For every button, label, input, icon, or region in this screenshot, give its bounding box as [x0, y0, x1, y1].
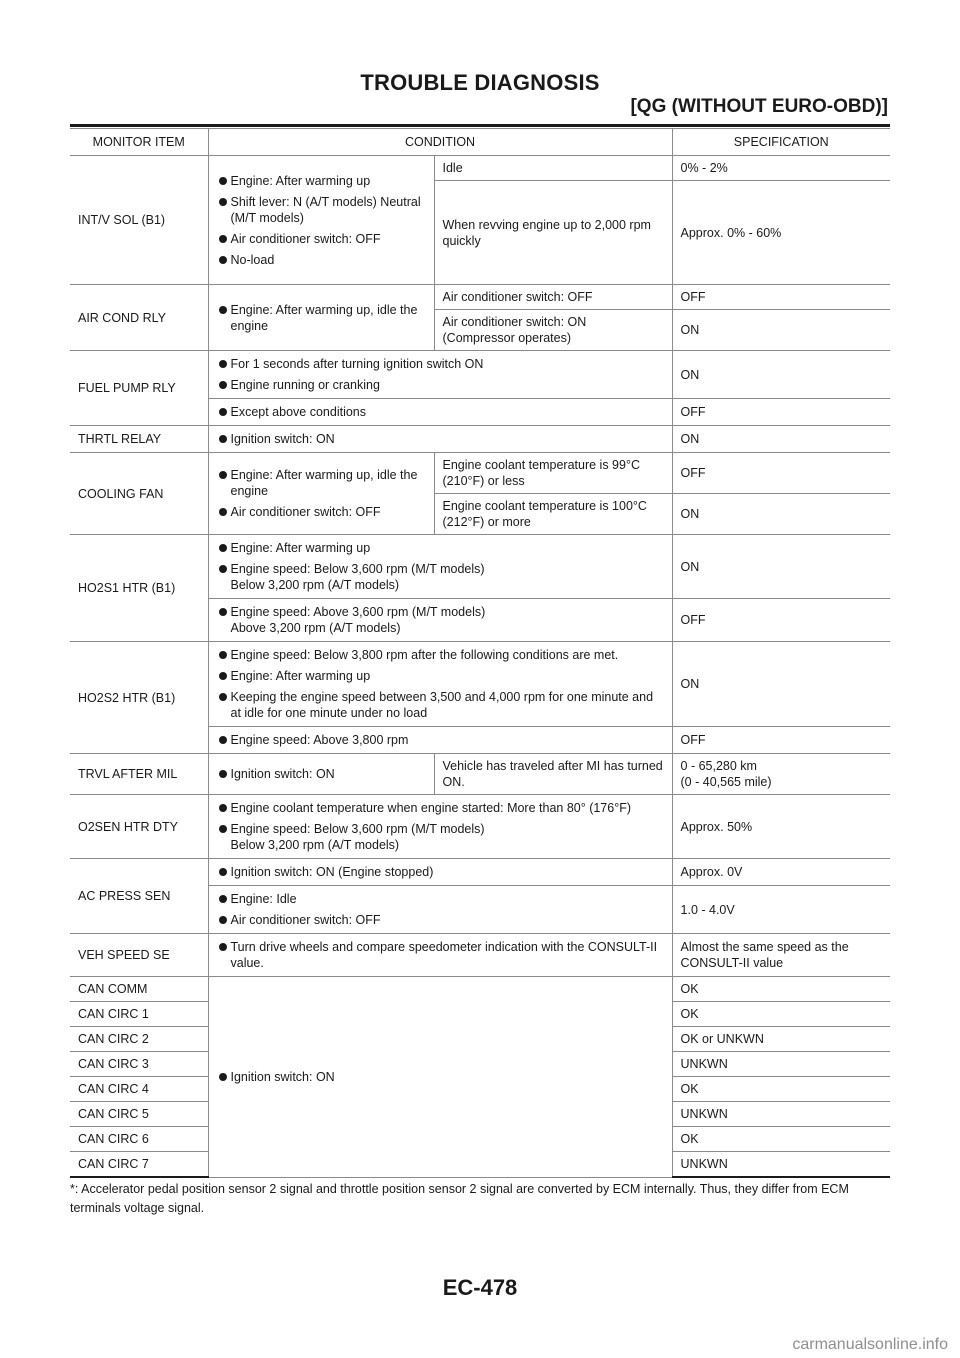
condition-cell	[208, 977, 672, 1178]
condition-cell	[208, 727, 672, 754]
header-condition: CONDITION	[208, 129, 672, 156]
specification-cell: OFF	[672, 599, 890, 642]
condition-bullet: Engine: After warming up	[217, 540, 664, 556]
footnote: *: Accelerator pedal position sensor 2 signal and throttle position sensor 2 signal are converted by ECM internally. Thus, they differ from ECM terminals voltage signal.	[70, 1182, 849, 1215]
condition-bullet: Engine: After warming up, idle the engine	[217, 467, 426, 499]
specification-cell: OK	[672, 1077, 890, 1102]
monitor-item: AIR COND RLY	[70, 285, 208, 351]
condition-bullet: Turn drive wheels and compare speedometer indication with the CONSULT-II value.	[217, 939, 664, 971]
specification-cell: 0 - 65,280 km (0 - 40,565 mile)	[672, 754, 890, 795]
condition-bullet: Ignition switch: ON	[217, 431, 664, 447]
condition-bullet: Shift lever: N (A/T models) Neutral (M/T models)	[217, 194, 426, 226]
condition-list	[217, 467, 426, 520]
condition-bullet: Ignition switch: ON	[217, 766, 426, 782]
table-header-row	[70, 129, 890, 156]
specification-cell: UNKWN	[672, 1052, 890, 1077]
monitor-item: CAN CIRC 4	[70, 1077, 208, 1102]
specification-cell: ON	[672, 535, 890, 599]
condition-list	[217, 302, 426, 334]
condition-bullet: No-load	[217, 252, 426, 268]
condition-cell	[208, 886, 672, 934]
page-number: EC-478	[442, 1275, 518, 1300]
table-row	[70, 535, 890, 599]
subcondition-cell: Engine coolant temperature is 99°C (210°F) or less	[434, 453, 672, 494]
subcondition-cell: Vehicle has traveled after MI has turned ON.	[434, 754, 672, 795]
monitor-item: FUEL PUMP RLY	[70, 351, 208, 426]
condition-list	[217, 891, 664, 928]
monitor-item-table	[70, 128, 890, 1178]
monitor-item: CAN CIRC 5	[70, 1102, 208, 1127]
specification-cell: UNKWN	[672, 1152, 890, 1178]
condition-bullet: Engine: After warming up, idle the engine	[217, 302, 426, 334]
condition-cell	[208, 535, 672, 599]
condition-list	[217, 173, 426, 268]
monitor-item: HO2S1 HTR (B1)	[70, 535, 208, 642]
header-specification: SPECIFICATION	[672, 129, 890, 156]
specification-cell: ON	[672, 642, 890, 727]
specification-cell: Approx. 0V	[672, 859, 890, 886]
monitor-item: CAN CIRC 7	[70, 1152, 208, 1178]
header-rule	[70, 124, 890, 127]
specification-cell: Approx. 0% - 60%	[672, 181, 890, 285]
table-row	[70, 795, 890, 859]
header-monitor-item: MONITOR ITEM	[70, 129, 208, 156]
specification-cell: OK	[672, 1002, 890, 1027]
specification-cell: OFF	[672, 727, 890, 754]
specification-cell: Approx. 50%	[672, 795, 890, 859]
condition-cell	[208, 399, 672, 426]
condition-cell	[208, 859, 672, 886]
specification-cell: OFF	[672, 399, 890, 426]
condition-list	[217, 800, 664, 853]
condition-cell	[208, 599, 672, 642]
condition-cell	[208, 156, 434, 285]
condition-bullet: Air conditioner switch: OFF	[217, 231, 426, 247]
condition-bullet: For 1 seconds after turning ignition switch ON	[217, 356, 664, 372]
specification-cell: ON	[672, 310, 890, 351]
monitor-item: CAN CIRC 2	[70, 1027, 208, 1052]
monitor-item: INT/V SOL (B1)	[70, 156, 208, 285]
condition-bullet: Engine speed: Above 3,600 rpm (M/T models) Above 3,200 rpm (A/T models)	[217, 604, 664, 636]
page-subtitle: [QG (WITHOUT EURO-OBD)]	[630, 96, 888, 117]
watermark: carmanualsonline.info	[792, 1336, 948, 1353]
condition-list	[217, 864, 664, 880]
table-row	[70, 859, 890, 886]
condition-bullet: Air conditioner switch: OFF	[217, 912, 664, 928]
condition-bullet: Air conditioner switch: OFF	[217, 504, 426, 520]
specification-cell: OK or UNKWN	[672, 1027, 890, 1052]
specification-cell: 1.0 - 4.0V	[672, 886, 890, 934]
monitor-item: THRTL RELAY	[70, 426, 208, 453]
table-row	[70, 453, 890, 494]
subcondition-cell: When revving engine up to 2,000 rpm quickly	[434, 181, 672, 285]
condition-bullet: Engine speed: Below 3,800 rpm after the following conditions are met.	[217, 647, 664, 663]
monitor-item: AC PRESS SEN	[70, 859, 208, 934]
condition-bullet: Engine speed: Below 3,600 rpm (M/T models) Below 3,200 rpm (A/T models)	[217, 821, 664, 853]
condition-cell	[208, 453, 434, 535]
specification-cell: OFF	[672, 285, 890, 310]
condition-bullet: Engine: Idle	[217, 891, 664, 907]
condition-list	[217, 732, 664, 748]
specification-cell: 0% - 2%	[672, 156, 890, 181]
condition-bullet: Engine running or cranking	[217, 377, 664, 393]
specification-cell: ON	[672, 426, 890, 453]
table-row	[70, 977, 890, 1002]
condition-bullet: Engine: After warming up	[217, 173, 426, 189]
condition-cell	[208, 426, 672, 453]
monitor-item: CAN COMM	[70, 977, 208, 1002]
subcondition-cell: Idle	[434, 156, 672, 181]
table-row	[70, 934, 890, 977]
condition-cell	[208, 351, 672, 399]
condition-bullet: Keeping the engine speed between 3,500 and 4,000 rpm for one minute and at idle for one minute under no load	[217, 689, 664, 721]
table-row	[70, 156, 890, 181]
condition-list	[217, 356, 664, 393]
monitor-item: TRVL AFTER MIL	[70, 754, 208, 795]
monitor-item: VEH SPEED SE	[70, 934, 208, 977]
monitor-item: COOLING FAN	[70, 453, 208, 535]
specification-cell: OFF	[672, 453, 890, 494]
table-row	[70, 754, 890, 795]
specification-cell: UNKWN	[672, 1102, 890, 1127]
condition-bullet: Except above conditions	[217, 404, 664, 420]
condition-bullet: Engine coolant temperature when engine started: More than 80° (176°F)	[217, 800, 664, 816]
condition-bullet: Ignition switch: ON	[217, 1069, 664, 1085]
condition-list	[217, 766, 426, 782]
condition-list	[217, 431, 664, 447]
subcondition-cell: Engine coolant temperature is 100°C (212°F) or more	[434, 494, 672, 535]
specification-cell: ON	[672, 351, 890, 399]
condition-bullet: Engine: After warming up	[217, 668, 664, 684]
subcondition-cell: Air conditioner switch: ON (Compressor operates)	[434, 310, 672, 351]
condition-list	[217, 540, 664, 593]
monitor-item: O2SEN HTR DTY	[70, 795, 208, 859]
condition-cell	[208, 795, 672, 859]
condition-list	[217, 604, 664, 636]
condition-bullet: Ignition switch: ON (Engine stopped)	[217, 864, 664, 880]
condition-cell	[208, 754, 434, 795]
table-row	[70, 642, 890, 727]
specification-cell: OK	[672, 1127, 890, 1152]
specification-cell: ON	[672, 494, 890, 535]
monitor-item: CAN CIRC 6	[70, 1127, 208, 1152]
condition-list	[217, 939, 664, 971]
condition-cell	[208, 642, 672, 727]
condition-list	[217, 1069, 664, 1085]
condition-cell	[208, 285, 434, 351]
condition-list	[217, 647, 664, 721]
specification-cell: OK	[672, 977, 890, 1002]
monitor-item: HO2S2 HTR (B1)	[70, 642, 208, 754]
condition-bullet: Engine speed: Below 3,600 rpm (M/T models) Below 3,200 rpm (A/T models)	[217, 561, 664, 593]
condition-list	[217, 404, 664, 420]
page-title: TROUBLE DIAGNOSIS	[360, 70, 600, 95]
table-row	[70, 351, 890, 399]
specification-cell: Almost the same speed as the CONSULT-II value	[672, 934, 890, 977]
monitor-item: CAN CIRC 3	[70, 1052, 208, 1077]
table-row	[70, 426, 890, 453]
subcondition-cell: Air conditioner switch: OFF	[434, 285, 672, 310]
condition-bullet: Engine speed: Above 3,800 rpm	[217, 732, 664, 748]
monitor-item: CAN CIRC 1	[70, 1002, 208, 1027]
table-row	[70, 285, 890, 310]
condition-cell	[208, 934, 672, 977]
